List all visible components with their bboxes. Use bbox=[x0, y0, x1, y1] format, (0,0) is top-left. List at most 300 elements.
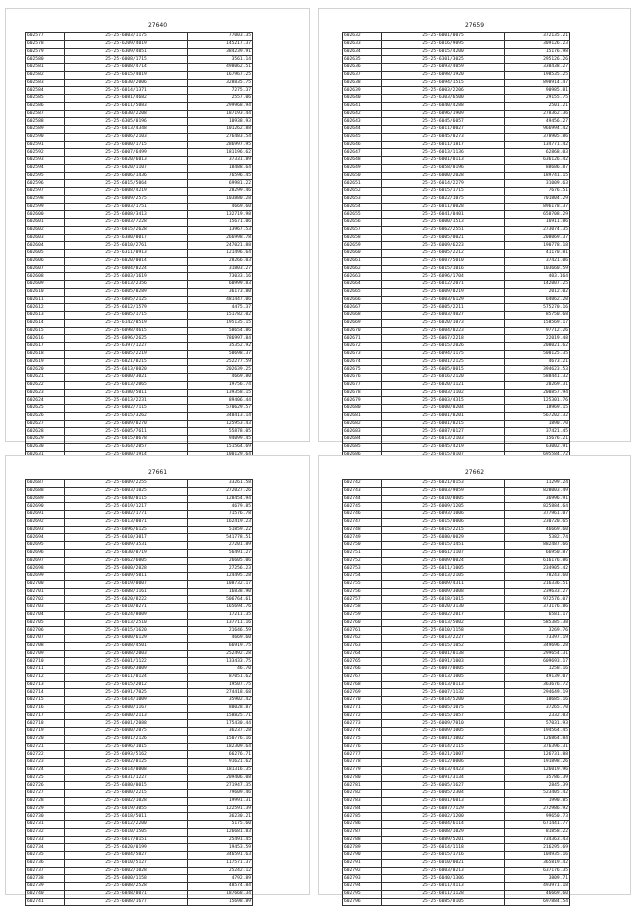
sheet-4 bbox=[318, 455, 631, 904]
table-row bbox=[343, 273, 570, 281]
table-row bbox=[343, 588, 570, 596]
row-code: 25-25-6008/2003 bbox=[65, 650, 188, 658]
row-id: 602623 bbox=[26, 389, 65, 397]
row-code: 25-25-6003/2206 bbox=[382, 87, 505, 95]
row-code: 25-25-6009/4311 bbox=[382, 580, 505, 588]
table-row bbox=[343, 389, 570, 397]
row-amount: 85750.68 bbox=[505, 312, 570, 320]
row-code: 25-25-6007/5010 bbox=[382, 257, 505, 265]
row-code: 25-25-6093/1006 bbox=[382, 511, 505, 519]
table-row bbox=[343, 436, 570, 444]
table-row bbox=[343, 821, 570, 829]
row-id: 602742 bbox=[343, 480, 382, 488]
row-code: 25-25-6311/0913 bbox=[65, 250, 188, 258]
row-code: 25-25-6021/1007 bbox=[382, 751, 505, 759]
row-id: 602654 bbox=[343, 203, 382, 211]
row-code: 25-25-6015/1057 bbox=[382, 712, 505, 720]
row-amount: 66276.71 bbox=[188, 751, 253, 759]
row-code: 25-25-6013/0071 bbox=[65, 518, 188, 526]
table-row bbox=[26, 48, 253, 56]
table-row bbox=[26, 420, 253, 428]
table-row bbox=[26, 288, 253, 296]
row-id: 602691 bbox=[26, 511, 65, 519]
row-code: 25-25-6013/2356 bbox=[65, 281, 188, 289]
row-id: 602781 bbox=[343, 782, 382, 790]
table-row bbox=[26, 844, 253, 852]
row-id: 602737 bbox=[26, 867, 65, 875]
row-id: 602630 bbox=[26, 443, 65, 451]
row-amount: 523405.42 bbox=[505, 790, 570, 798]
table-row bbox=[343, 596, 570, 604]
row-code: 25-25-6019/3055 bbox=[65, 805, 188, 813]
row-code: 25-25-6013/2510 bbox=[65, 619, 188, 627]
row-amount: 21646.59 bbox=[188, 627, 253, 635]
row-code: 25-25-6011/4113 bbox=[382, 883, 505, 891]
row-id: 602642 bbox=[343, 110, 382, 118]
table-row bbox=[343, 627, 570, 635]
row-amount: 498062.51 bbox=[188, 64, 253, 72]
row-id: 602716 bbox=[26, 704, 65, 712]
row-id: 602687 bbox=[26, 480, 65, 488]
row-amount: 570629.57 bbox=[188, 405, 253, 413]
row-id: 602758 bbox=[343, 604, 382, 612]
row-id: 602593 bbox=[26, 157, 65, 165]
row-amount: 125301.76 bbox=[505, 397, 570, 405]
row-code: 25-25-6003/1175 bbox=[65, 33, 188, 41]
row-id: 602657 bbox=[343, 226, 382, 234]
row-amount: 125953.43 bbox=[188, 420, 253, 428]
row-code: 25-25-6002/2017 bbox=[382, 611, 505, 619]
table-row bbox=[26, 875, 253, 883]
row-code: 25-25-6008/2528 bbox=[65, 883, 188, 891]
table-row bbox=[343, 867, 570, 875]
row-amount: 22019.48 bbox=[505, 335, 570, 343]
row-amount: 898914.47 bbox=[505, 79, 570, 87]
row-id: 602701 bbox=[26, 588, 65, 596]
row-id: 602599 bbox=[26, 203, 65, 211]
row-id: 602748 bbox=[343, 526, 382, 534]
table-row bbox=[343, 327, 570, 335]
row-code: 25-25-6013/4423 bbox=[382, 766, 505, 774]
row-id: 602604 bbox=[26, 242, 65, 250]
row-code: 25-25-6010/2761 bbox=[65, 242, 188, 250]
data-table bbox=[342, 32, 570, 459]
row-code: 25-25-6013/1136 bbox=[382, 149, 505, 157]
row-amount: 394623.53 bbox=[505, 366, 570, 374]
row-code: 25-25-6010/8005 bbox=[382, 495, 505, 503]
table-row bbox=[343, 33, 570, 41]
row-amount: 124495.28 bbox=[188, 573, 253, 581]
sheet-title: 27661 bbox=[147, 469, 168, 476]
row-amount: 4679.85 bbox=[188, 503, 253, 511]
row-amount: 252492.28 bbox=[188, 650, 253, 658]
row-amount: 4669.60 bbox=[188, 203, 253, 211]
row-amount: 187193.44 bbox=[188, 110, 253, 118]
row-amount: 99650.73 bbox=[505, 813, 570, 821]
row-id: 602699 bbox=[26, 573, 65, 581]
sheet-3 bbox=[5, 455, 310, 904]
row-code: 25-25-6015/5064 bbox=[65, 180, 188, 188]
row-amount: 63002.91 bbox=[505, 443, 570, 451]
row-amount: 25491.45 bbox=[188, 836, 253, 844]
table-row bbox=[26, 71, 253, 79]
table-row bbox=[343, 164, 570, 172]
row-code: 25-25-6040/0115 bbox=[65, 495, 188, 503]
row-id: 602778 bbox=[343, 759, 382, 767]
row-id: 602605 bbox=[26, 250, 65, 258]
row-id: 602768 bbox=[343, 681, 382, 689]
row-code: 25-25-6020/6013 bbox=[65, 157, 188, 165]
row-id: 602724 bbox=[26, 766, 65, 774]
table-row bbox=[26, 64, 253, 72]
row-id: 602660 bbox=[343, 250, 382, 258]
row-id: 602620 bbox=[26, 366, 65, 374]
table-row bbox=[343, 549, 570, 557]
row-code: 25-25-6000/3021 bbox=[65, 374, 188, 382]
table-row bbox=[343, 565, 570, 573]
row-code: 25-25-6014/1118 bbox=[382, 844, 505, 852]
row-id: 602614 bbox=[26, 319, 65, 327]
row-code: 25-25-6005/7611 bbox=[65, 428, 188, 436]
row-id: 602585 bbox=[26, 95, 65, 103]
row-id: 602682 bbox=[343, 420, 382, 428]
row-code: 25-25-6005/1715 bbox=[65, 312, 188, 320]
row-amount: 175430.44 bbox=[188, 720, 253, 728]
row-code: 25-25-6009/0219 bbox=[382, 288, 505, 296]
row-code: 25-25-6017/0151 bbox=[65, 836, 188, 844]
row-amount: 882487.66 bbox=[505, 542, 570, 550]
row-id: 602588 bbox=[26, 118, 65, 126]
table-row bbox=[343, 366, 570, 374]
row-id: 602787 bbox=[343, 828, 382, 836]
row-amount: 133433.75 bbox=[188, 658, 253, 666]
table-row bbox=[26, 296, 253, 304]
table-row bbox=[26, 234, 253, 242]
row-code: 25-25-6020/1121 bbox=[382, 381, 505, 389]
row-id: 602709 bbox=[26, 650, 65, 658]
row-amount: 272027.26 bbox=[188, 487, 253, 495]
table-row bbox=[343, 604, 570, 612]
row-code: 25-25-6011/5083 bbox=[65, 102, 188, 110]
row-amount: 142007.25 bbox=[505, 281, 570, 289]
row-code: 25-25-6000/2113 bbox=[65, 712, 188, 720]
row-amount: 190778.18 bbox=[505, 242, 570, 250]
row-id: 602731 bbox=[26, 821, 65, 829]
table-row bbox=[343, 673, 570, 681]
table-row bbox=[26, 883, 253, 891]
row-code: 25-25-6209/4019 bbox=[65, 40, 188, 48]
row-code: 25-25-6002/1028 bbox=[65, 867, 188, 875]
table-row bbox=[343, 102, 570, 110]
row-code: 25-25-6014/2115 bbox=[382, 743, 505, 751]
table-row bbox=[343, 720, 570, 728]
row-id: 602734 bbox=[26, 844, 65, 852]
row-amount: 56491.27 bbox=[188, 549, 253, 557]
row-amount: 2501.21 bbox=[505, 102, 570, 110]
row-code: 25-25-6015/3262 bbox=[65, 412, 188, 420]
table-row bbox=[26, 389, 253, 397]
table-row bbox=[26, 33, 253, 41]
table-row bbox=[343, 511, 570, 519]
row-code: 25-25-6096/2625 bbox=[65, 335, 188, 343]
row-id: 602733 bbox=[26, 836, 65, 844]
row-code: 25-25-6001/2088 bbox=[65, 720, 188, 728]
table-row bbox=[26, 397, 253, 405]
row-id: 602751 bbox=[343, 549, 382, 557]
row-amount: 137711.16 bbox=[188, 619, 253, 627]
table-row bbox=[343, 681, 570, 689]
row-code: 25-25-6004/6114 bbox=[382, 821, 505, 829]
row-id: 602650 bbox=[343, 172, 382, 180]
row-amount: 36230.21 bbox=[188, 813, 253, 821]
row-amount: 286997.95 bbox=[188, 141, 253, 149]
row-amount: 15676.21 bbox=[505, 436, 570, 444]
row-id: 602624 bbox=[26, 397, 65, 405]
row-id: 602680 bbox=[343, 405, 382, 413]
row-code: 25-25-6000/1158 bbox=[65, 875, 188, 883]
row-id: 602595 bbox=[26, 172, 65, 180]
row-id: 602621 bbox=[26, 374, 65, 382]
row-code: 25-25-6001/0215 bbox=[382, 420, 505, 428]
row-id: 602625 bbox=[26, 405, 65, 413]
table-row bbox=[26, 273, 253, 281]
table-row bbox=[343, 883, 570, 891]
row-id: 602606 bbox=[26, 257, 65, 265]
row-id: 602694 bbox=[26, 534, 65, 542]
row-code: 25-25-6013/2103 bbox=[382, 436, 505, 444]
table-row bbox=[26, 673, 253, 681]
row-id: 602615 bbox=[26, 327, 65, 335]
row-amount: 189741.15 bbox=[505, 172, 570, 180]
row-id: 602601 bbox=[26, 219, 65, 227]
row-amount: 139358.15 bbox=[188, 389, 253, 397]
table-row bbox=[26, 720, 253, 728]
row-id: 602703 bbox=[26, 604, 65, 612]
row-id: 602741 bbox=[26, 898, 65, 906]
row-id: 602728 bbox=[26, 797, 65, 805]
row-amount: 271947.35 bbox=[188, 782, 253, 790]
row-code: 25-25-6015/1052 bbox=[382, 642, 505, 650]
row-code: 25-25-6001/2126 bbox=[65, 735, 188, 743]
row-code: 25-25-6040/4288 bbox=[382, 102, 505, 110]
table-row bbox=[343, 759, 570, 767]
row-amount: 181196.62 bbox=[188, 149, 253, 157]
row-amount: 340413.14 bbox=[188, 412, 253, 420]
table-row bbox=[26, 526, 253, 534]
row-id: 602730 bbox=[26, 813, 65, 821]
row-code: 25-25-6000/6129 bbox=[65, 635, 188, 643]
row-amount: 202639.25 bbox=[188, 366, 253, 374]
row-code: 25-25-6015/1716 bbox=[382, 852, 505, 860]
row-code: 25-25-6030/2208 bbox=[65, 110, 188, 118]
table-row bbox=[343, 319, 570, 327]
row-code: 25-25-6009/0270 bbox=[65, 420, 188, 428]
table-row bbox=[26, 759, 253, 767]
row-code: 25-25-6003/1102 bbox=[382, 389, 505, 397]
row-code: 25-25-6031/1227 bbox=[65, 774, 188, 782]
row-id: 602711 bbox=[26, 666, 65, 674]
row-code: 25-25-6045/6057 bbox=[382, 118, 505, 126]
table-row bbox=[26, 619, 253, 627]
row-amount: 35902.42 bbox=[188, 697, 253, 705]
row-id: 602639 bbox=[343, 87, 382, 95]
table-row bbox=[26, 890, 253, 898]
row-id: 602774 bbox=[343, 728, 382, 736]
row-code: 25-25-6009/7010 bbox=[382, 720, 505, 728]
row-code: 25-25-6009/1005 bbox=[382, 728, 505, 736]
row-amount: 69981.22 bbox=[188, 180, 253, 188]
table-row bbox=[26, 381, 253, 389]
row-code: 25-25-6010/1158 bbox=[382, 627, 505, 635]
row-id: 602738 bbox=[26, 875, 65, 883]
table-row bbox=[26, 133, 253, 141]
row-id: 602681 bbox=[343, 412, 382, 420]
row-code: 25-25-6303/6500 bbox=[382, 95, 505, 103]
row-amount: 274418.68 bbox=[188, 689, 253, 697]
row-code: 25-25-6045/4219 bbox=[382, 443, 505, 451]
row-id: 602752 bbox=[343, 557, 382, 565]
table-row bbox=[343, 71, 570, 79]
row-code: 25-25-6015/2215 bbox=[382, 526, 505, 534]
table-row bbox=[343, 219, 570, 227]
row-amount: 10685.16 bbox=[505, 697, 570, 705]
row-amount: 126731.88 bbox=[505, 751, 570, 759]
row-amount: 36237.28 bbox=[188, 728, 253, 736]
row-id: 602794 bbox=[343, 883, 382, 891]
row-amount: 2557.06 bbox=[188, 95, 253, 103]
row-code: 25-25-6000/1167 bbox=[65, 704, 188, 712]
table-row bbox=[343, 859, 570, 867]
row-amount: 71576.78 bbox=[188, 511, 253, 519]
table-row bbox=[26, 412, 253, 420]
row-code: 25-25-6091/3134 bbox=[382, 774, 505, 782]
row-code: 25-25-6001/0138 bbox=[382, 650, 505, 658]
row-id: 602652 bbox=[343, 188, 382, 196]
table-row bbox=[343, 381, 570, 389]
row-code: 25-25-6009/3531 bbox=[65, 542, 188, 550]
row-id: 602789 bbox=[343, 844, 382, 852]
row-amount: 966994.42 bbox=[505, 126, 570, 134]
row-amount: 198535.25 bbox=[505, 71, 570, 79]
row-id: 602765 bbox=[343, 658, 382, 666]
row-code: 25-25-6087/0127 bbox=[382, 428, 505, 436]
row-amount: 60999.83 bbox=[188, 281, 253, 289]
row-code: 25-25-6007/1132 bbox=[382, 689, 505, 697]
row-code: 25-25-6015/1016 bbox=[382, 265, 505, 273]
row-amount: 266998.78 bbox=[188, 234, 253, 242]
row-code: 25-25-6007/6499 bbox=[65, 149, 188, 157]
row-code: 25-25-6011/0027 bbox=[382, 126, 505, 134]
row-code: 25-25-6005/2304 bbox=[382, 790, 505, 798]
table-row bbox=[26, 743, 253, 751]
row-amount: 276483.54 bbox=[188, 133, 253, 141]
table-row bbox=[343, 87, 570, 95]
row-id: 602719 bbox=[26, 728, 65, 736]
row-code: 25-25-6008/4501 bbox=[65, 642, 188, 650]
row-id: 602717 bbox=[26, 712, 65, 720]
row-amount: 191898.26 bbox=[505, 759, 570, 767]
row-id: 602629 bbox=[26, 436, 65, 444]
table-row bbox=[343, 141, 570, 149]
row-code: 25-25-6015/4019 bbox=[65, 71, 188, 79]
row-code: 25-25-6001/0201 bbox=[382, 412, 505, 420]
table-row bbox=[26, 666, 253, 674]
row-amount: 41170.81 bbox=[505, 250, 570, 258]
table-row bbox=[343, 495, 570, 503]
row-amount: 234905.42 bbox=[505, 565, 570, 573]
row-code: 25-25-6004/5027 bbox=[65, 852, 188, 860]
data-table bbox=[342, 479, 570, 906]
row-id: 602764 bbox=[343, 650, 382, 658]
row-id: 602732 bbox=[26, 828, 65, 836]
row-amount: 828003.49 bbox=[505, 487, 570, 495]
row-amount: 165694.76 bbox=[188, 604, 253, 612]
row-code: 25-25-6018/5011 bbox=[65, 813, 188, 821]
table-row bbox=[343, 573, 570, 581]
row-id: 602727 bbox=[26, 790, 65, 798]
row-code: 25-25-6005/0015 bbox=[382, 366, 505, 374]
table-row bbox=[343, 650, 570, 658]
row-amount: 506764.61 bbox=[188, 596, 253, 604]
table-row bbox=[26, 712, 253, 720]
row-code: 25-25-6009/5011 bbox=[65, 573, 188, 581]
row-amount: 88686.87 bbox=[505, 164, 570, 172]
row-id: 602740 bbox=[26, 890, 65, 898]
row-id: 602749 bbox=[343, 534, 382, 542]
row-id: 602655 bbox=[343, 211, 382, 219]
row-id: 602739 bbox=[26, 883, 65, 891]
row-id: 602771 bbox=[343, 704, 382, 712]
row-id: 602659 bbox=[343, 242, 382, 250]
row-code: 25-25-6013/4348 bbox=[65, 126, 188, 134]
row-id: 602750 bbox=[343, 542, 382, 550]
row-amount: 103880.28 bbox=[188, 195, 253, 203]
table-row bbox=[26, 697, 253, 705]
row-id: 602674 bbox=[343, 358, 382, 366]
row-code: 25-25-6005/0021 bbox=[382, 234, 505, 242]
table-row bbox=[26, 604, 253, 612]
table-row bbox=[26, 87, 253, 95]
row-amount: 697884.54 bbox=[505, 898, 570, 906]
row-id: 602793 bbox=[343, 875, 382, 883]
row-id: 602706 bbox=[26, 627, 65, 635]
row-id: 602664 bbox=[343, 281, 382, 289]
row-amount: 31009.63 bbox=[505, 180, 570, 188]
table-row bbox=[26, 110, 253, 118]
row-code: 25-25-6000/1715 bbox=[65, 141, 188, 149]
row-code: 25-25-6021/0153 bbox=[382, 480, 505, 488]
table-row bbox=[26, 782, 253, 790]
row-id: 602592 bbox=[26, 149, 65, 157]
row-code: 25-25-6397/1227 bbox=[65, 343, 188, 351]
row-id: 602712 bbox=[26, 673, 65, 681]
row-amount: 363676.72 bbox=[505, 681, 570, 689]
row-id: 602602 bbox=[26, 226, 65, 234]
row-code: 25-25-6003/1025 bbox=[65, 487, 188, 495]
row-code: 25-25-6015/2026 bbox=[382, 343, 505, 351]
row-amount: 18969.15 bbox=[505, 405, 570, 413]
row-code: 25-25-6012/0006 bbox=[382, 759, 505, 767]
table-row bbox=[26, 487, 253, 495]
row-code: 25-25-6015/0678 bbox=[65, 436, 188, 444]
row-code: 25-25-6021/0215 bbox=[65, 358, 188, 366]
row-amount: 77003.35 bbox=[188, 33, 253, 41]
row-amount: 181316.35 bbox=[188, 766, 253, 774]
sheet-title: 27640 bbox=[147, 22, 168, 29]
row-code: 25-25-6015/1451 bbox=[382, 542, 505, 550]
row-amount: 103660.59 bbox=[505, 265, 570, 273]
row-id: 602714 bbox=[26, 689, 65, 697]
